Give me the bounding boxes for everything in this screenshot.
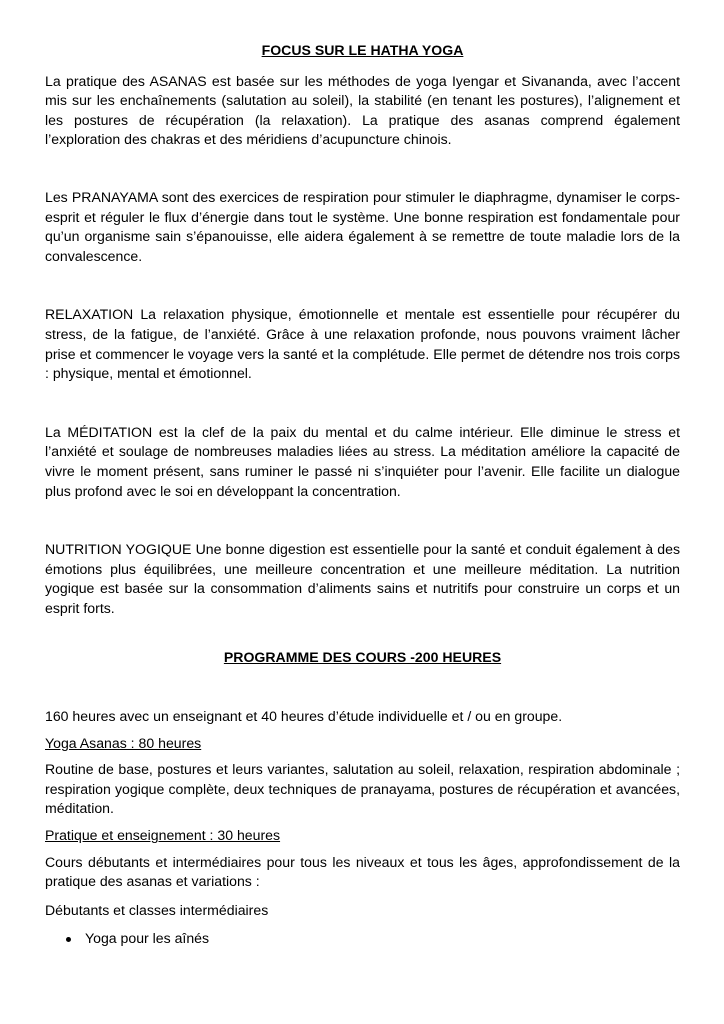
relaxation-paragraph: RELAXATION La relaxation physique, émotionnelle et mentale est essentielle pour récupérer du stress, de la fatigue, de l’anxiété. Grâce à une relaxation profonde, nous pouvons vraiment lâcher prise et commencer le voyage vers la santé et la complétude. Elle permet de détendre nos trois corps : physique, mental et émotionnel.: [45, 306, 680, 382]
list-item-label: Yoga pour les aînés: [85, 930, 210, 947]
asanas-paragraph: La pratique des ASANAS est basée sur les méthodes de yoga Iyengar et Sivananda, avec l’accent mis sur les enchaînements (salutation au soleil), la stabilité (en tenant les postures), l’alignement et les postures de récupération (la relaxation). La pratique des asanas comprend également l’exploration des chakras et des méridiens d’acupuncture chinois.: [45, 72, 680, 148]
focus-title: FOCUS SUR LE HATHA YOGA: [261, 42, 464, 58]
pranayama-paragraph: Les PRANAYAMA sont des exercices de respiration pour stimuler le diaphragme, dynamiser le corps-esprit et réguler le flux d’énergie dans tout le système. Une bonne respiration est fondamentale pour qu’un organisme sain s’épanouisse, elle aidera également à se remettre de toute maladie lors de la convalescence.: [45, 188, 680, 264]
practice-hours-text: Cours débutants et intermédiaires pour tous les niveaux et tous les âges, approfondissement de la pratique des asanas et variations :: [45, 853, 680, 890]
practice-hours-heading: Pratique et enseignement : 30 heures: [45, 827, 281, 844]
bullet-icon: [66, 937, 71, 942]
classes-line: Débutants et classes intermédiaires: [45, 901, 269, 918]
asanas-hours-heading: Yoga Asanas : 80 heures: [45, 734, 202, 751]
meditation-paragraph: La MÉDITATION est la clef de la paix du mental et du calme intérieur. Elle diminue le stress et l’anxiété et soulage de nombreuses maladies liées au stress. La méditation améliore la capacité de vivre le moment présent, sans ruminer le passé ni s’inquiéter pour l’avenir. Elle facilite un dialogue plus profond avec le soi en développant la concentration.: [45, 423, 680, 499]
list-item: [45, 929, 680, 949]
programme-intro: 160 heures avec un enseignant et 40 heures d’étude individuelle et / ou en groupe.: [45, 708, 563, 725]
nutrition-paragraph: NUTRITION YOGIQUE Une bonne digestion est essentielle pour la santé et conduit également à des émotions plus équilibrées, une meilleure concentration et une meilleure méditation. La nutrition yogique est basée sur la consommation d’aliments sains et nutritifs pour construire un corps et un esprit forts.: [45, 541, 680, 616]
document-page: [45, 41, 680, 949]
programme-title: PROGRAMME DES COURS -200 HEURES: [223, 649, 502, 666]
asanas-hours-text: Routine de base, postures et leurs variantes, salutation au soleil, relaxation, respiration abdominale ; respiration yogique complète, deux techniques de pranayama, postures de récupération et avancées, méditation.: [45, 761, 680, 817]
